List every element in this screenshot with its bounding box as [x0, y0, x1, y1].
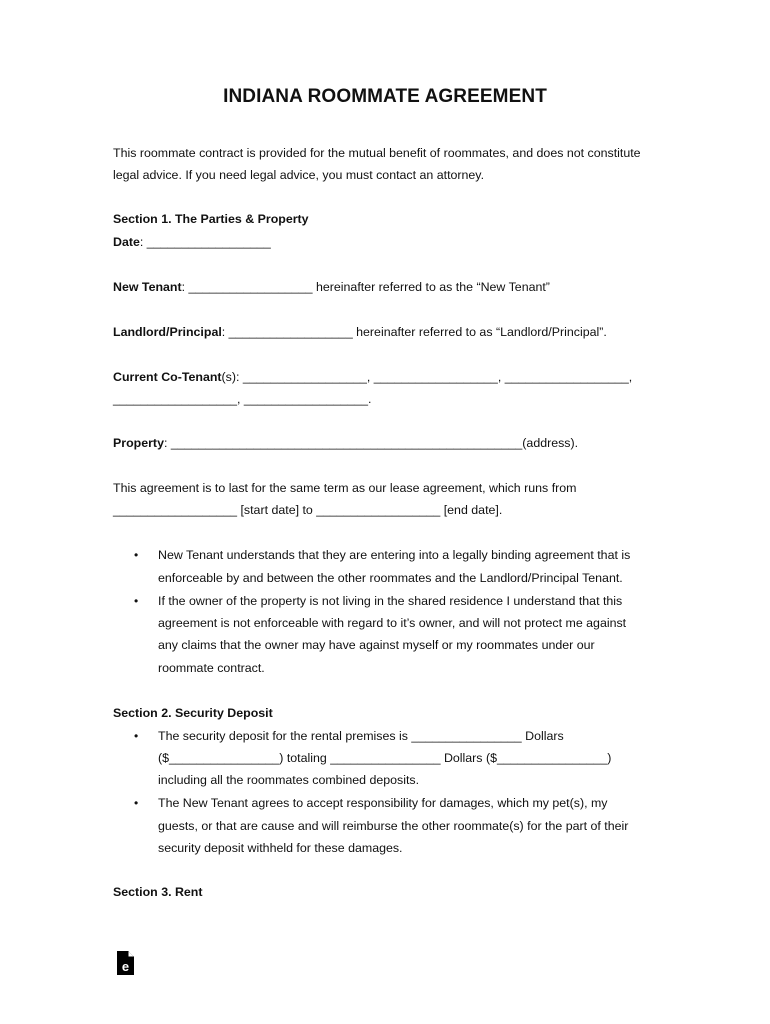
eforms-logo-icon	[116, 950, 135, 976]
intro-line-1: This roommate contract is provided for the mutual benefit of roommates, and does not constitute	[113, 146, 641, 160]
landlord-field[interactable]	[113, 325, 607, 340]
section-3-heading: Section 3. Rent	[113, 885, 203, 899]
s2-bullet-2-line-3: security deposit withheld for these damages.	[158, 841, 403, 855]
s2-bullet-1-line-2[interactable]: ($________________) totaling ________________ Dollars ($________________)	[158, 751, 612, 765]
term-line-2[interactable]: __________________ [start date] to __________________ [end date].	[113, 503, 503, 517]
s1-bullet-2-line-1: If the owner of the property is not living in the shared residence I understand that this	[158, 594, 623, 608]
property-field[interactable]	[113, 436, 578, 451]
section-1-heading: Section 1. The Parties & Property	[113, 212, 309, 226]
date-label: Date	[113, 235, 140, 249]
s2-bullet-2-line-2: guests, or that are cause and will reimburse the other roommate(s) for the part of their	[158, 819, 629, 833]
landlord-label: Landlord/Principal	[113, 325, 222, 339]
s2-bullet-1-line-1[interactable]: The security deposit for the rental premises is ________________ Dollars	[158, 729, 564, 743]
s1-bullet-2-line-4: roommate contract.	[158, 661, 265, 675]
new-tenant-label: New Tenant	[113, 280, 182, 294]
bullet-icon: •	[134, 729, 139, 743]
s1-bullet-2-line-3: any claims that the owner may have against myself or my roommates under our	[158, 638, 595, 652]
term-line-1: This agreement is to last for the same term as our lease agreement, which runs from	[113, 481, 577, 495]
property-blank: : ___________________________________________________(address).	[163, 436, 579, 450]
landlord-blank: : __________________ hereinafter referred to as “Landlord/Principal”.	[221, 325, 607, 339]
bullet-icon: •	[134, 796, 139, 810]
cotenant-label: Current Co-Tenant	[113, 370, 222, 384]
intro-line-2: legal advice. If you need legal advice, you must contact an attorney.	[113, 168, 485, 182]
s1-bullet-1-line-2: enforceable by and between the other roommates and the Landlord/Principal Tenant.	[158, 571, 623, 585]
bullet-icon: •	[134, 594, 139, 608]
new-tenant-blank: : __________________ hereinafter referred to as the “New Tenant”	[181, 280, 550, 294]
bullet-icon: •	[134, 548, 139, 562]
property-label: Property	[113, 436, 164, 450]
svg-text:e: e	[121, 959, 130, 974]
cotenant-blanks: (s): __________________, __________________, __________________,	[221, 370, 633, 384]
s2-bullet-2-line-1: The New Tenant agrees to accept responsibility for damages, which my pet(s), my	[158, 796, 608, 810]
section-2-heading: Section 2. Security Deposit	[113, 706, 273, 720]
s1-bullet-1-line-1: New Tenant understands that they are entering into a legally binding agreement that is	[158, 548, 631, 562]
cotenant-field-line-2[interactable]: __________________, __________________.	[113, 392, 372, 406]
date-blank: : __________________	[139, 235, 271, 249]
cotenant-field[interactable]	[113, 370, 632, 385]
s1-bullet-2-line-2: agreement is not enforceable with regard to it’s owner, and will not protect me against	[158, 616, 627, 630]
date-field[interactable]	[113, 235, 271, 250]
new-tenant-field[interactable]	[113, 280, 550, 295]
s2-bullet-1-line-3: including all the roommates combined deposits.	[158, 773, 420, 787]
document-title: INDIANA ROOMMATE AGREEMENT	[223, 86, 547, 107]
